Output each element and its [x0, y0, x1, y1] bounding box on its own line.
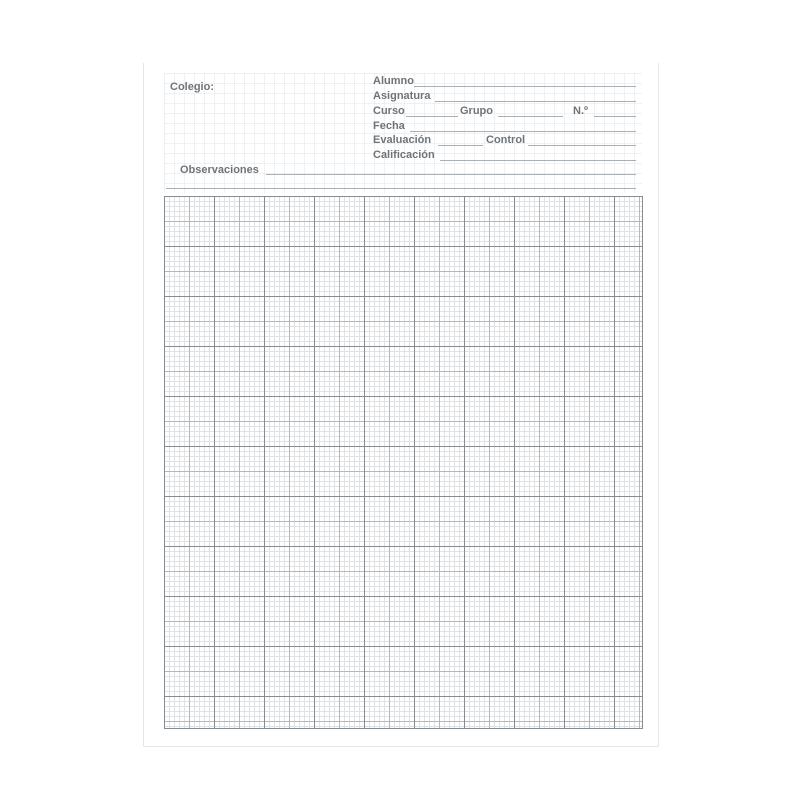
grupo-field[interactable]	[498, 116, 563, 117]
fecha-field[interactable]	[410, 131, 636, 132]
asignatura-label: Asignatura	[373, 90, 431, 102]
asignatura-field[interactable]	[435, 101, 636, 102]
control-field[interactable]	[528, 145, 636, 146]
observaciones-field-line-2[interactable]	[166, 188, 636, 189]
exam-sheet	[143, 63, 659, 747]
numero-field[interactable]	[594, 116, 636, 117]
evaluacion-field[interactable]	[438, 145, 483, 146]
calificacion-label: Calificación	[373, 149, 435, 161]
evaluacion-label: Evaluación	[373, 134, 432, 146]
curso-label: Curso	[373, 105, 405, 117]
curso-field[interactable]	[406, 116, 458, 117]
alumno-field[interactable]	[414, 86, 636, 87]
observaciones-label: Observaciones	[180, 164, 259, 176]
grupo-label: Grupo	[460, 105, 493, 117]
numero-label: N.º	[573, 105, 589, 117]
fecha-label: Fecha	[373, 120, 405, 132]
observaciones-field[interactable]	[266, 174, 636, 175]
control-label: Control	[486, 134, 526, 146]
alumno-label: Alumno	[373, 75, 414, 87]
calificacion-field[interactable]	[440, 160, 636, 161]
colegio-label: Colegio:	[170, 81, 214, 93]
graph-paper-grid	[164, 196, 643, 729]
header-form	[164, 73, 642, 193]
